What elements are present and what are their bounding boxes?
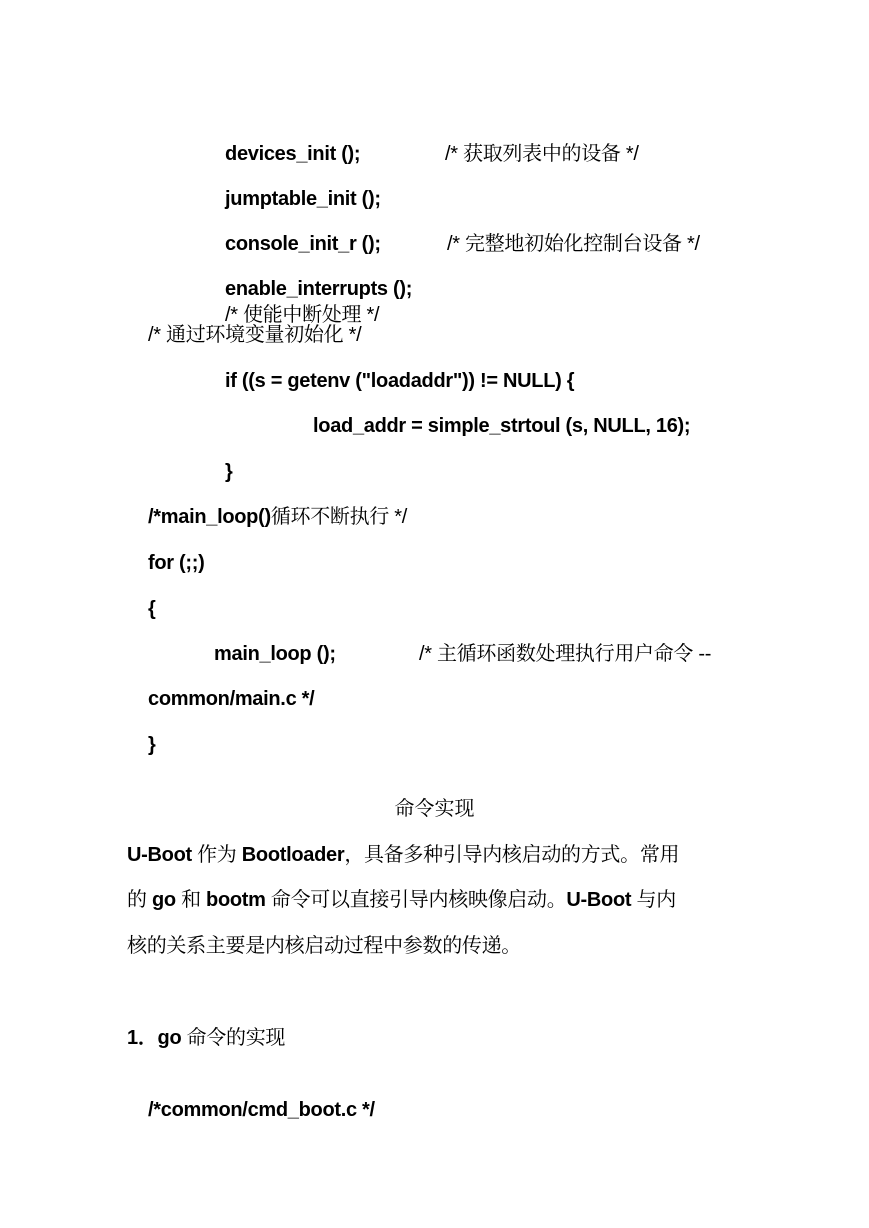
paragraph-line-2 [127,887,676,913]
code-text: } [148,734,156,756]
subsection-number: 1． [127,1027,158,1049]
comment-text: /* 完整地初始化控制台设备 */ [447,233,700,255]
code-text: for (;;) [148,552,205,574]
subsection-heading [127,1025,285,1051]
term-uboot: U-Boot [566,889,632,911]
term-go: go [151,889,176,911]
code-line-load-addr [292,387,690,465]
comment-text: /* 获取列表中的设备 */ [445,143,639,165]
code-text: console_init_r (); [225,233,381,255]
term-go: go [157,1027,182,1049]
code-line-close-brace [127,706,156,784]
code-comment-main-loop-call [398,615,711,693]
code-comment-cmd-boot [127,1071,375,1149]
code-comment-devices-init [424,115,639,193]
code-text: } [225,461,233,483]
prose-text: ，具备多种引导内核启动的方式。常用 [344,844,680,866]
prose-text: 和 [175,889,207,911]
term-uboot: U-Boot [127,844,192,866]
code-text: common/main.c */ [148,688,315,710]
section-title: 命令实现 [394,798,475,820]
comment-text: /* 使能中断处理 */ [225,304,380,326]
prose-text: 的 [127,889,152,911]
code-text: jumptable_init (); [225,188,381,210]
comment-text: /* 通过环境变量初始化 */ [148,324,362,346]
subsection-title: 命令的实现 [181,1027,286,1049]
prose-text: 作为 [191,844,242,866]
prose-text: 命令可以直接引导内核映像启动。 [265,889,567,911]
code-text: devices_init (); [225,143,361,165]
code-text: enable_interrupts (); [225,278,413,300]
code-text: if ((s = getenv ("loadaddr")) != NULL) { [225,370,575,392]
comment-text: 循环不断执行 */ [270,506,408,528]
paragraph-line-1 [127,842,679,868]
term-bootloader: Bootloader [241,844,345,866]
code-text: { [148,598,156,620]
code-text: load_addr = simple_strtoul (s, NULL, 16); [313,415,691,437]
prose-text: 与内 [631,889,676,911]
comment-text: /* 主循环函数处理执行用户命令 -- [419,643,712,665]
code-text: /*common/cmd_boot.c */ [148,1099,375,1121]
term-bootm: bootm [206,889,266,911]
code-comment-console-init [426,205,700,283]
paragraph-line-3 [127,933,521,959]
code-line-open-brace [127,570,156,648]
code-text: /*main_loop() [148,506,271,528]
prose-text: 核的关系主要是内核启动过程中参数的传递。 [127,935,521,957]
code-text: main_loop (); [214,643,336,665]
